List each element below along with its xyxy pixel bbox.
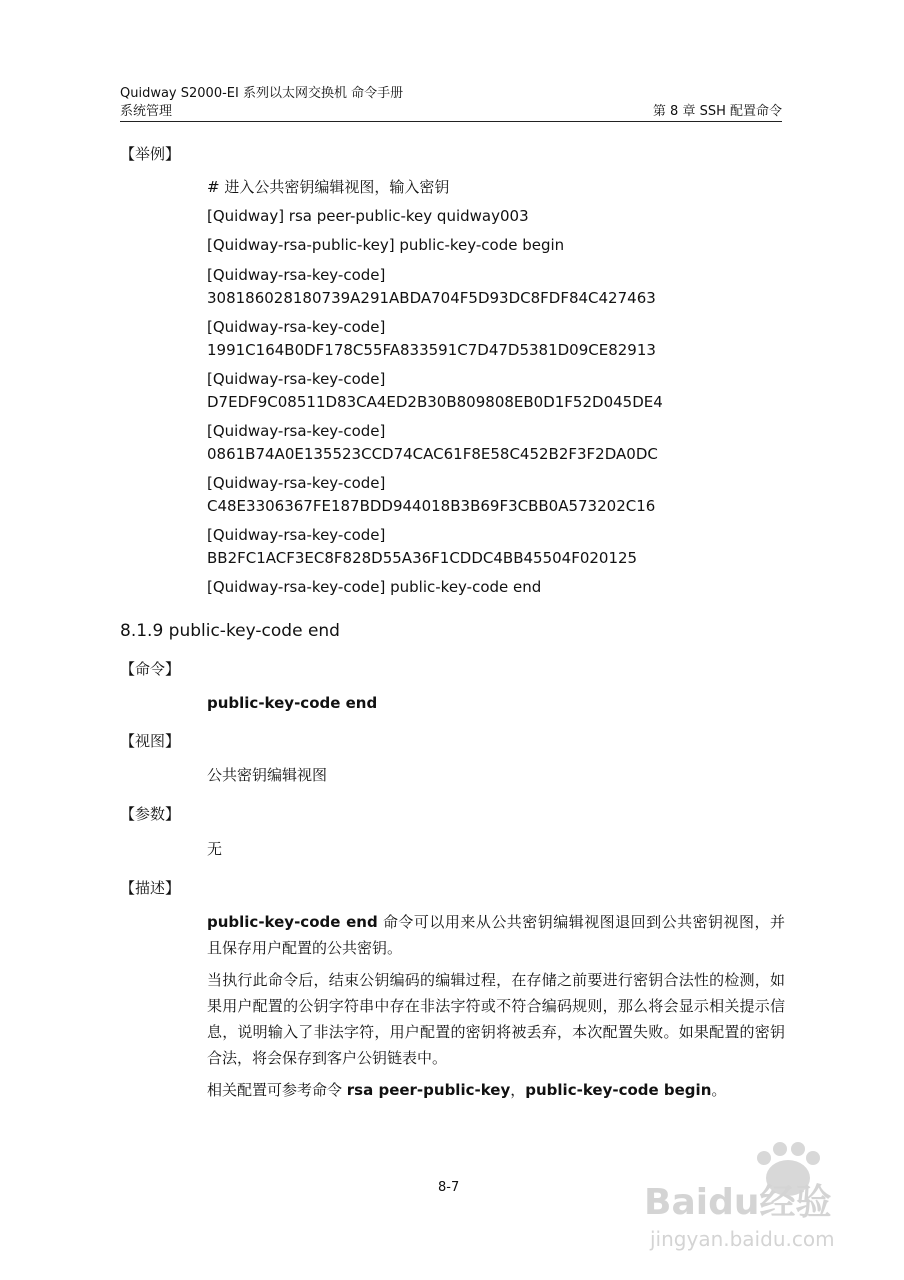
description-text: 命令可以用来从公共密钥编辑视图退回到公共密钥视图，并且保存用户配置的公共密钥。 [207,913,785,957]
command-text: public-key-code end [207,694,378,712]
example-line: [Quidway-rsa-key-code] [207,474,386,492]
description-tag: 【描述】 [120,879,181,897]
command-tag: 【命令】 [120,660,181,678]
example-line: [Quidway-rsa-public-key] public-key-code begin [207,236,565,254]
example-line: [Quidway] rsa peer-public-key quidway003 [207,207,529,225]
example-line: [Quidway-rsa-key-code] [207,370,386,388]
description-paragraph-1 [207,909,785,961]
example-line: D7EDF9C08511D83CA4ED2B30B809808EB0D1F52D045DE4 [207,393,663,411]
example-line: [Quidway-rsa-key-code] [207,266,386,284]
watermark-url: jingyan.baidu.com [650,1227,835,1251]
params-text: 无 [207,840,223,858]
description-paragraph-2: 当执行此命令后，结束公钥编码的编辑过程，在存储之前要进行密钥合法性的检测，如果用户配置的公钥字符串中存在非法字符或不符合编码规则，那么将会显示相关提示信息，说明输入了非法字符，用户配置的密钥将被丢弃，本次配置失败。如果配置的密钥合法，将会保存到客户公钥链表中。 [207,971,785,1067]
period: 。 [711,1081,727,1099]
description-text: 相关配置可参考命令 [207,1081,347,1099]
description-paragraph-3 [207,1077,785,1103]
example-line: [Quidway-rsa-key-code] public-key-code end [207,578,542,596]
view-tag: 【视图】 [120,732,181,750]
command-keyword: public-key-code begin [525,1081,712,1099]
view-text: 公共密钥编辑视图 [207,766,328,784]
example-line: 1991C164B0DF178C55FA833591C7D47D5381D09CE82913 [207,341,656,359]
example-line: # 进入公共密钥编辑视图，输入密钥 [207,178,450,196]
command-keyword: rsa peer-public-key [346,1081,511,1099]
header-chapter: 第 8 章 SSH 配置命令 [652,104,782,119]
section-heading: 8.1.9 public-key-code end [120,621,340,641]
example-line: BB2FC1ACF3EC8F828D55A36F1CDDC4BB45504F020125 [207,549,638,567]
example-line: C48E3306367FE187BDD944018B3B69F3CBB0A573202C16 [207,497,656,515]
example-line: 308186028180739A291ABDA704F5D93DC8FDF84C427463 [207,289,656,307]
baidu-watermark [640,1140,880,1260]
params-tag: 【参数】 [120,805,181,823]
example-tag: 【举例】 [120,145,181,163]
header-section: 系统管理 [120,104,173,119]
example-line: [Quidway-rsa-key-code] [207,526,386,544]
page-number: 8-7 [438,1180,460,1195]
example-line: [Quidway-rsa-key-code] [207,318,386,336]
header-title: Quidway S2000-EI 系列以太网交换机 命令手册 [120,86,404,101]
command-keyword: public-key-code end [207,913,378,931]
separator: ， [510,1081,526,1099]
example-line: 0861B74A0E135523CCD74CAC61F8E58C452B2F3F2DA0DC [207,445,658,463]
header-rule [120,121,782,122]
watermark-brand: Baidu经验 [644,1182,832,1223]
example-line: [Quidway-rsa-key-code] [207,422,386,440]
